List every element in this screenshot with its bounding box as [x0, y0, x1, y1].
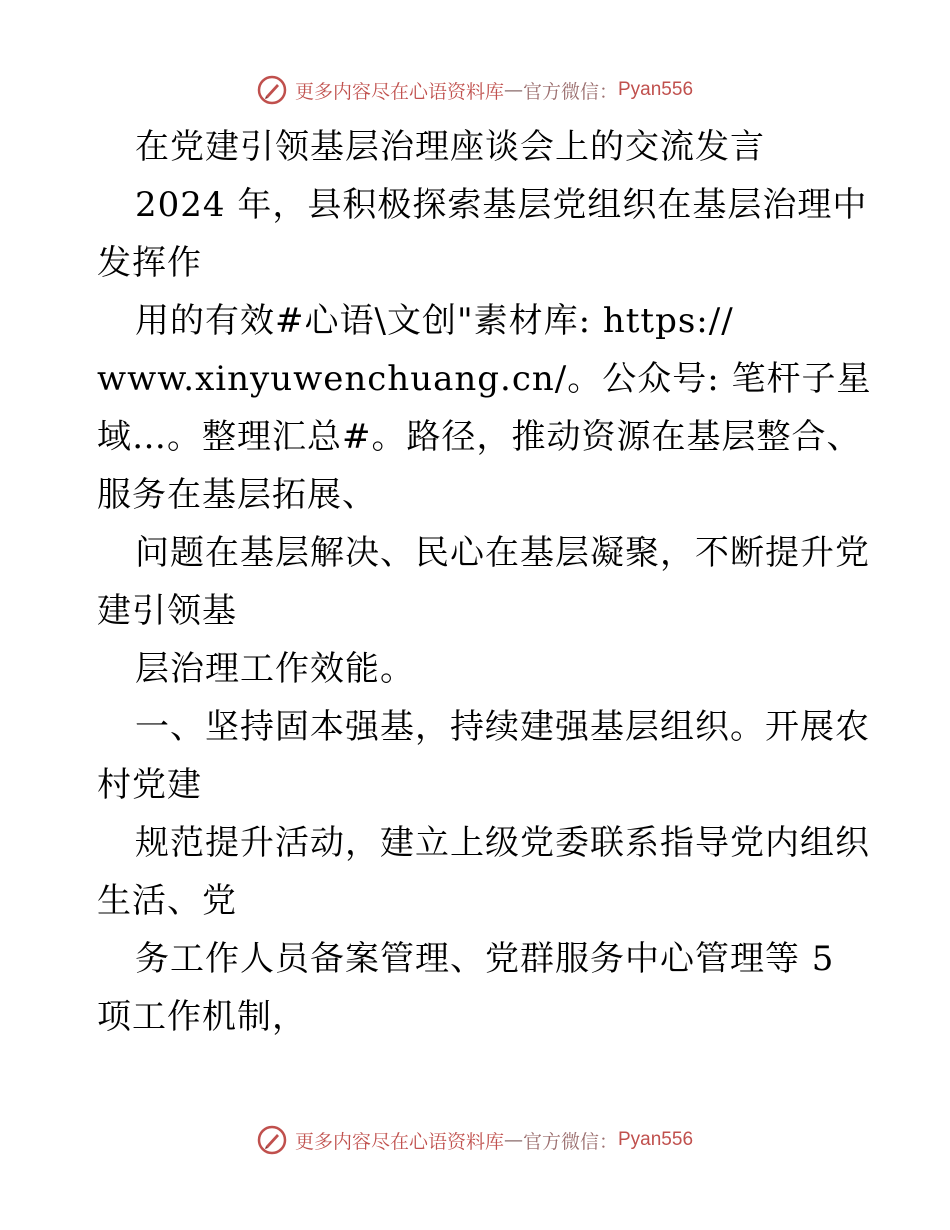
- text-line: 域…。整理汇总#。路径，推动资源在基层整合、: [97, 417, 862, 457]
- text-line: 用的有效#心语\文创"素材库: https://: [135, 301, 734, 341]
- text-line: 村党建: [97, 765, 202, 805]
- text-line: 服务在基层拓展、: [97, 475, 377, 515]
- footer-banner: [0, 1122, 950, 1158]
- banner-wechat-id: Pyan556: [618, 79, 694, 100]
- text-line: 层治理工作效能。: [135, 649, 415, 689]
- banner-separator: —: [503, 79, 523, 101]
- pen-logo-icon: [257, 75, 287, 105]
- text-line: 2024 年，县积极探索基层党组织在基层治理中: [135, 185, 868, 225]
- text-line: 项工作机制，: [97, 997, 307, 1037]
- banner-separator: —: [503, 1129, 523, 1151]
- text-line: www.xinyuwenchuang.cn/。公众号: 笔杆子星: [97, 359, 872, 399]
- text-line: 生活、党: [97, 881, 237, 921]
- banner-text: 更多内容尽在心语资料库: [294, 1130, 504, 1153]
- section-heading-line: 一、坚持固本强基，持续建强基层组织。开展农: [135, 707, 870, 747]
- banner-wechat-label: 官方微信：: [522, 1130, 618, 1153]
- pen-logo-icon: [257, 1125, 287, 1155]
- document-body: [97, 118, 872, 1046]
- text-line: 问题在基层解决、民心在基层凝聚，不断提升党: [135, 533, 870, 573]
- document-title: 在党建引领基层治理座谈会上的交流发言: [135, 127, 765, 167]
- banner-wechat-label: 官方微信：: [522, 80, 618, 103]
- header-banner: [0, 72, 950, 108]
- banner-wechat-id: Pyan556: [618, 1129, 694, 1150]
- text-line: 建引领基: [97, 591, 237, 631]
- banner-text: 更多内容尽在心语资料库: [294, 80, 504, 103]
- text-line: 发挥作: [97, 243, 202, 283]
- text-line: 规范提升活动，建立上级党委联系指导党内组织: [135, 823, 870, 863]
- text-line: 务工作人员备案管理、党群服务中心管理等 5: [135, 939, 835, 979]
